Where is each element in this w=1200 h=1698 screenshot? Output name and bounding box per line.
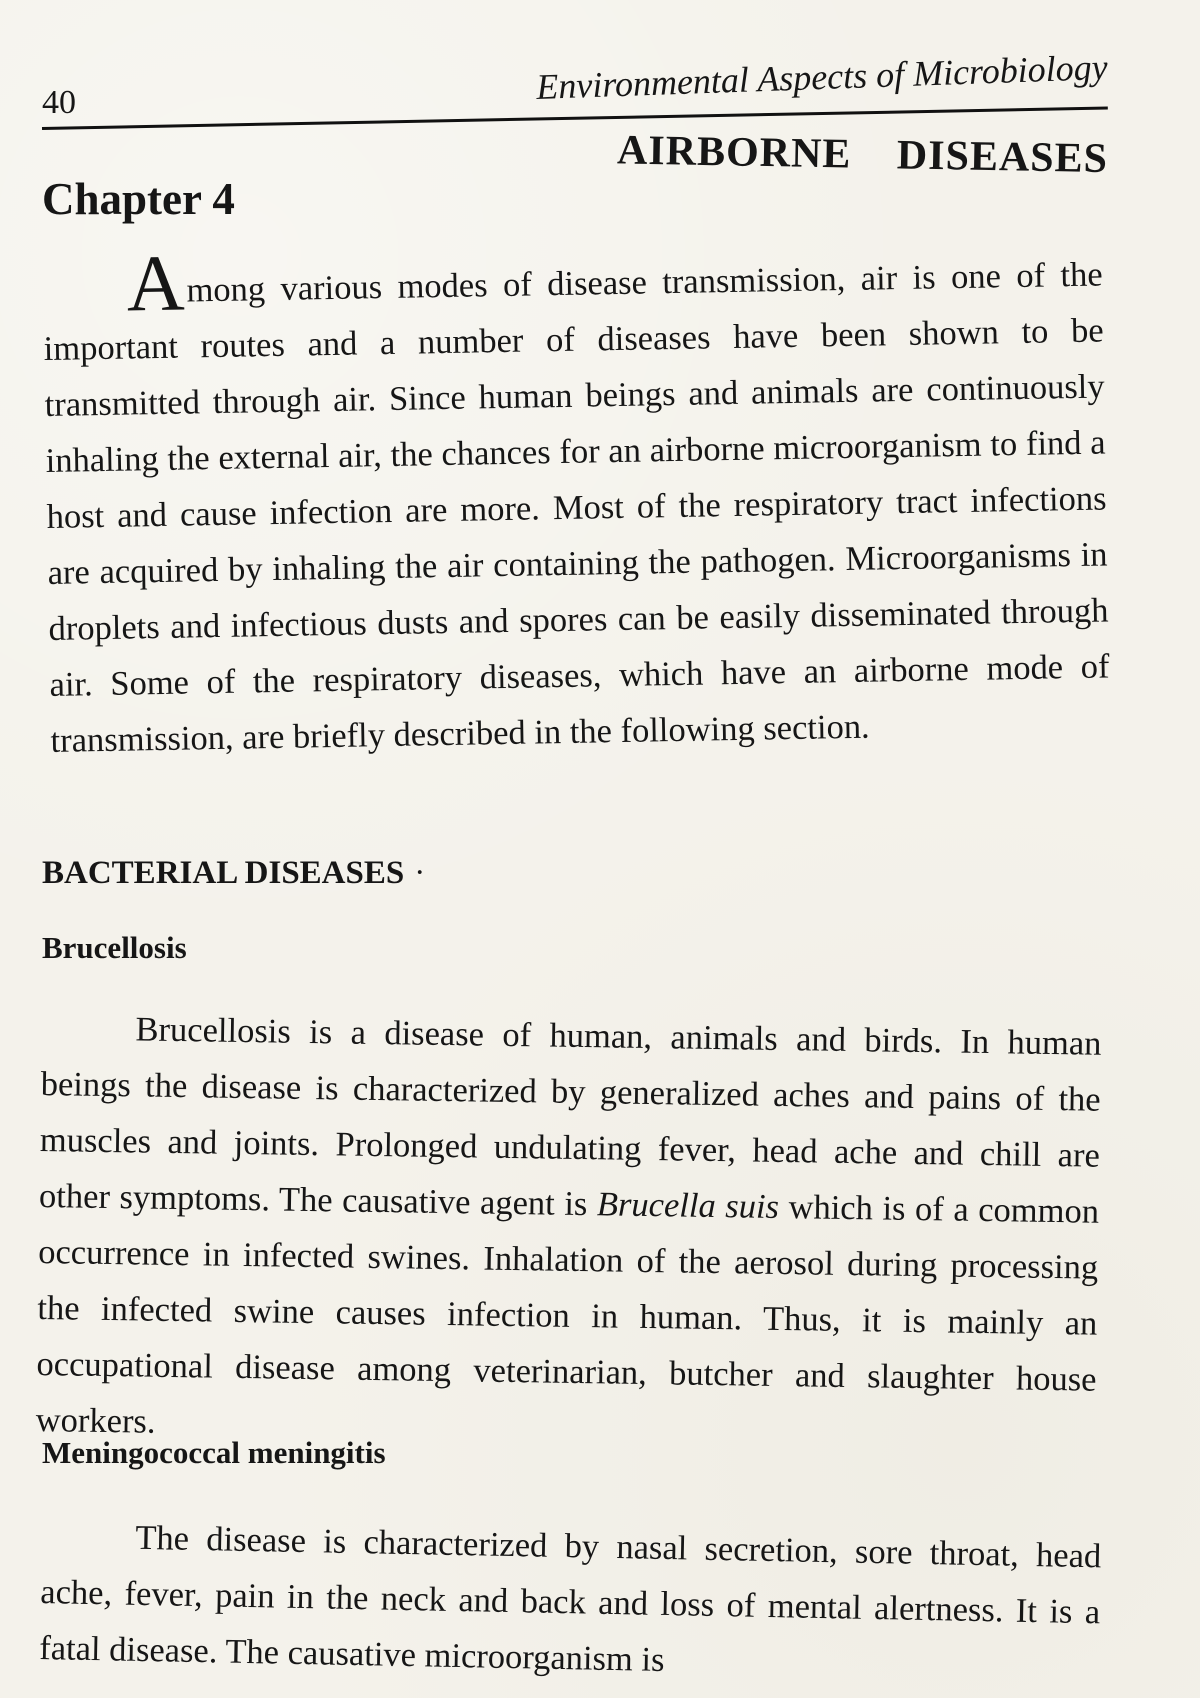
brucellosis-species-name: Brucella suis [596,1185,780,1226]
brucellosis-text-before-species: Brucellosis is a disease of human, animals and birds. In human beings the disease is characterized by generalized aches and pains of the muscles and joints. Prolonged undulating fever, head ache and chill are other symptoms. The causative agent is [38,1010,1102,1224]
chapter-title-word-1: AIRBORNE [616,127,852,178]
chapter-title-word-2: DISEASES [896,132,1109,182]
brucellosis-text-after-species: which is of a common occurrence in infected swines. Inhalation of the aerosol during processing the infected swine causes infection in human. Thus, it is mainly an occupational disease among veterinarian, butcher and slaughter house workers. [35,1187,1100,1441]
meningococcal-meningitis-heading: Meningococcal meningitis [42,1435,386,1470]
meningococcal-meningitis-text: The disease is characterized by nasal secretion, sore throat, head ache, fever, pain in the neck and back and loss of mental alertness. It is a fatal disease. The causative microorganism is [38,1518,1102,1679]
running-head [42,26,1108,146]
meningococcal-meningitis-paragraph [39,1508,1102,1696]
paragraph-indent [41,1039,135,1040]
paragraph-indent [41,1547,135,1549]
drop-cap: A [125,239,186,329]
bacterial-diseases-heading-text: BACTERIAL DISEASES [42,855,405,891]
chapter-title [617,126,1109,183]
brucellosis-paragraph [35,1000,1102,1464]
page-number: 40 [42,84,76,121]
heading-dot: · [414,855,426,891]
bacterial-diseases-heading [42,855,425,892]
book-title: Environmental Aspects of Microbiology [536,47,1109,107]
chapter-label: Chapter 4 [42,174,235,224]
header-rule [42,107,1108,130]
brucellosis-heading: Brucellosis [42,930,187,965]
intro-text: mong various modes of disease transmission, air is one of the important routes and a number of diseases have been shown to be transmitted through air. Since human beings and animals are continuously inhaling the external air, the chances for an airborne microorganism to find a host and cause infection are more. Most of the respiratory tract infections are acquired by inhaling the air containing the pathogen. Microorganisms in droplets and infectious dusts and spores can be easily disseminated through air. Some of the respiratory diseases, which have an airborne mode of transmission, are briefly described in the following section. [43,255,1110,760]
intro-paragraph [42,232,1111,769]
